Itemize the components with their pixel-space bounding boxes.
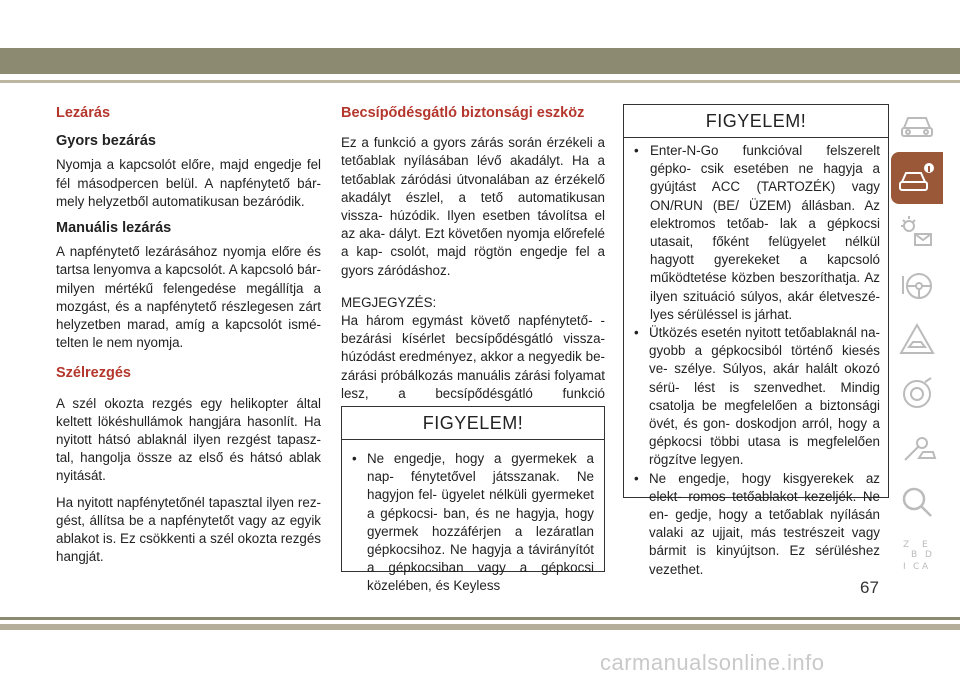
para-wind-2: Ha nyitott napfénytetőnél tapasztal ilyen rez- gést, állítsa be a napfénytetőt vagy az egyik ablakot is. Ez csökkenti a szél okozta rezgés hangját. [56,494,321,565]
svg-text:A: A [922,562,929,572]
header-band [0,48,960,74]
chapter-tabs [891,98,947,584]
warning-item: • Ütközés esetén nyitott tetőablaknál na- gyobb a gépkocsiból történő kiesés ve- szélye. Súlyos, akár halált okozó sérü- lést is szenvedhet. Mindig csatolja be megfelelően a biztonsági övét, és gon- doskodjon arról, hogy a gépkocsi többi utasa is megfelelően rögzítve legyen. [630,324,880,470]
warning-item: • Ne engedje, hogy kisgyerekek az elekt- romos tetőablakot kezeljék. Ne en- gedje, hogy a tetőablak nyílásán valaki az ujjait, más testrészeit vagy bármit is kinyújtson. Ez sérüléshez vezethet. [630,470,880,579]
svg-text:D: D [925,550,932,560]
svg-text:B: B [911,550,918,560]
warning-title: FIGYELEM! [342,407,604,440]
heading-manual-close: Manuális lezárás [56,220,172,237]
para-quick-close: Nyomja a kapcsolót előre, majd engedje fel fél másodpercen belül. A napfénytető bár- mely helyzetből automatikusan bezáródik. [56,157,321,209]
heading-lock: Lezárás [56,105,111,121]
note-text: Ha három egymást követő napfénytető- -bezárási kísérlet becsípődésgátló vissza- húzódást eredményez, akkor a negyedik be- zárási próbálkozás manuális zárási folyamat lesz, a becsípődésgátló funkció [341,313,605,401]
svg-text:E: E [922,540,928,550]
para-wind-1: A szél okozta rezgés egy helikopter által keltett lökéshullámok hangjára hasonlít. Ha nyitott hátsó ablaknál ilyen rezgést tapasz- tal, hangolja össze az első és hátsó ablak nyitását. [56,395,321,484]
middle-column [341,104,605,429]
warning-title: FIGYELEM! [624,105,888,138]
para-pinch-protect: Ez a funkció a gyors zárás során érzékeli a tetőablak nyílásában lévő akadályt. Ha a tetőablak záródási útvonalában az érzékelő akadályt észlel, a tető automatikusan vissza- húzódik. Ilyen esetben távolítsa el az aka- dályt. Ezt követően nyomja előrefelé a kap- csolót, majd rögtön engedje fel a gyors záródáshoz. [341,135,605,278]
left-column [56,104,321,574]
footer-band [0,624,960,630]
footer-rule [0,617,960,620]
warning-intro: • Enter-N-Go funkcióval felszerelt gépko- csik esetében ne hagyja a gyújtást ACC (TARTOZÉK) vagy ON/RUN (BE/ ÜZEM) állásban. Az elektromos tetőab- lak a gépkocsi utasait, főként felügyelet nélkül hagyott gyerekeket a kapcsoló működtetése közben beszoríthatja. Az ilyen szituáció súlyos, akár életveszé- lyes sérüléssel is járhat. [630,142,880,324]
warning-item: • Ne engedje, hogy a gyermekek a nap- fénytetővel játsszanak. Ne hagyjon fel- ügyelet nélküli gyermeket a gépkocsi- ban, és ne hagyja, hogy gyermek hozzáférjen a lezáratlan gépkocsihoz. Ne hagyja a távirányítót a gépkocsiban vagy a gépkocsi közelében, és Keyless [348,450,594,596]
car-info-icon[interactable] [891,152,943,204]
heading-quick-close: Gyors bezárás [56,133,156,150]
dashboard-lights-icon[interactable] [891,206,943,258]
header-rule [0,80,960,83]
steering-wheel-icon[interactable] [891,260,943,312]
warning-triangle-icon[interactable] [891,314,943,366]
car-front-icon[interactable] [891,98,943,150]
magnifier-icon[interactable] [891,476,943,528]
svg-text:I: I [903,562,906,572]
tire-service-icon[interactable] [891,368,943,420]
warning-box-middle [341,406,605,594]
watermark: carmanualsonline.info [600,650,825,675]
index-letters-icon[interactable] [891,530,943,582]
heading-wind-buffeting: Szélrezgés [56,365,131,382]
para-manual-close: A napfénytető lezárásához nyomja előre és tartsa lenyomva a kapcsolót. A kapcsoló bár- milyen mértékű felengedése megállítja a mozgást, és a napfénytető részlegesen zárt helyzetben marad, amíg a kapcsolót ismé- telten le nem nyomja. [56,244,321,351]
wrench-car-icon[interactable] [891,422,943,474]
heading-pinch-protect: Becsípődésgátló biztonsági eszköz [341,105,585,121]
svg-text:C: C [913,562,920,572]
warning-box-right [623,104,889,577]
page-number: 67 [860,578,879,597]
note-label: MEGJEGYZÉS: [341,294,437,310]
svg-text:Z: Z [903,540,910,550]
